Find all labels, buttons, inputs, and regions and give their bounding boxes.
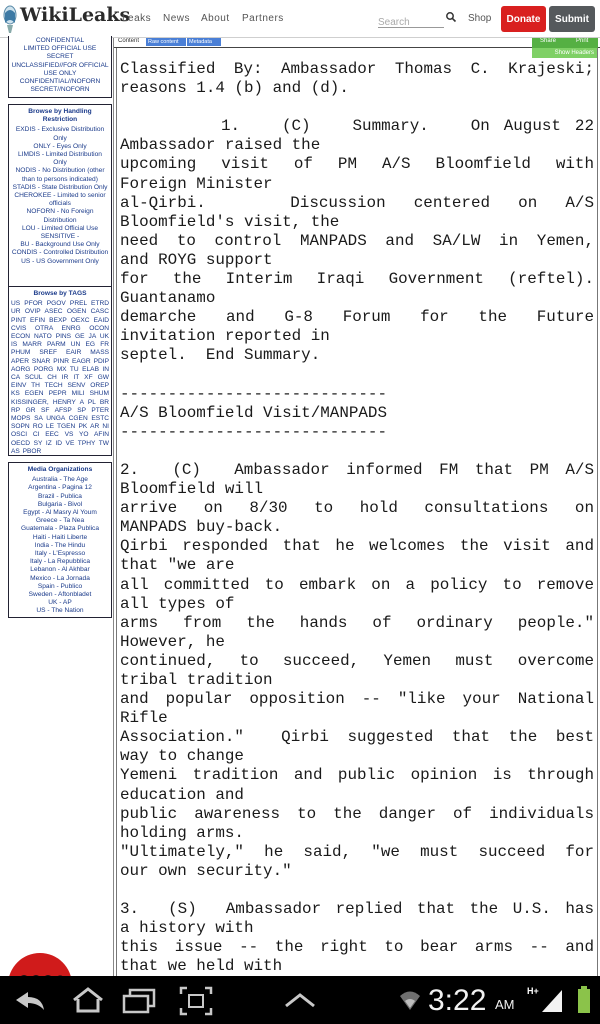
- handling-item[interactable]: STADIS - State Distribution Only: [12, 183, 108, 191]
- cable-line: way to change: [120, 747, 244, 766]
- cable-line: arrive on 8/30 to hold consultations on: [120, 499, 594, 518]
- cable-line: Ambassador raised the: [120, 136, 321, 155]
- handling-item[interactable]: US - US Government Only: [21, 257, 99, 265]
- classification-item[interactable]: CONFIDENTIAL: [35, 37, 85, 44]
- chevron-up-icon[interactable]: [282, 990, 318, 1010]
- media-item[interactable]: Brazil - Publica: [38, 492, 82, 500]
- cable-line: all types of: [120, 594, 235, 613]
- cable-line: 3. (S) Ambassador replied that the U.S. has: [120, 900, 594, 919]
- wikileaks-logo-icon[interactable]: [2, 3, 18, 35]
- site-header: [0, 0, 600, 38]
- cable-line: demarche and G-8 Forum for the Future: [120, 308, 594, 327]
- search-icon[interactable]: [445, 11, 457, 23]
- cable-line: 1. (C) Summary. On August 22: [221, 117, 594, 136]
- search-box: [378, 10, 444, 28]
- cable-line: arms from the hands of ordinary people.": [120, 613, 594, 632]
- cable-line: al-Qirbi. Discussion centered on A/S: [120, 193, 594, 212]
- sidebar: [0, 38, 114, 976]
- classification-item[interactable]: CONFIDENTIAL//NOFORN: [19, 78, 101, 86]
- back-icon[interactable]: [10, 986, 50, 1014]
- cable-line: public awareness to the danger of individuals: [120, 804, 594, 823]
- handling-item[interactable]: BU - Background Use Only: [20, 241, 100, 249]
- cable-line: Qirbi responded that he welcomes the visit and: [120, 537, 594, 556]
- handling-item[interactable]: NODIS - No Distribution (other than to persons indicated): [15, 167, 105, 183]
- cable-line: holding arms.: [120, 823, 244, 842]
- cable-line: [120, 881, 594, 900]
- cable-line: need to control MANPADS and SA/LW in Yemen,: [120, 231, 594, 250]
- media-item[interactable]: Sweden - Aftonbladet: [28, 591, 92, 599]
- cable-line: ----------------------------: [120, 422, 388, 441]
- classification-item[interactable]: UNCLASSIFIED//FOR OFFICIAL USE ONLY: [11, 61, 109, 77]
- cable-line: Guantanamo: [120, 289, 216, 308]
- media-item[interactable]: Lebanon - Al Akhbar: [30, 566, 90, 574]
- cable-line: that "we are: [120, 556, 235, 575]
- screenshot-icon[interactable]: [178, 985, 214, 1017]
- media-item[interactable]: UK - AP: [48, 599, 72, 607]
- nav-news[interactable]: News: [163, 13, 191, 24]
- home-icon[interactable]: [70, 986, 106, 1014]
- cable-line: invitation reported in: [120, 327, 330, 346]
- tab-raw-content[interactable]: Raw content: [146, 38, 186, 46]
- media-item[interactable]: US - The Nation: [36, 607, 84, 615]
- cable-line: all committed to embark on a policy to remove: [120, 575, 594, 594]
- cable-line: 2. (C) Ambassador informed FM that PM A/S: [120, 460, 594, 479]
- cable-line: education and: [120, 785, 244, 804]
- shop-link[interactable]: Shop: [468, 13, 492, 24]
- cable-line: MANPADS buy-back.: [120, 518, 283, 537]
- tags-box: [8, 286, 112, 456]
- cable-line: Association." Qirbi suggested that the best: [120, 728, 594, 747]
- media-item[interactable]: Spain - Publico: [37, 582, 83, 590]
- handling-item[interactable]: CHEROKEE - Limited to senior officials: [14, 192, 106, 208]
- handling-item[interactable]: CONDIS - Controlled Distribution: [11, 249, 109, 257]
- nav-about[interactable]: About: [201, 13, 230, 24]
- cable-line: "Ultimately," he said, "we must succeed for: [120, 842, 594, 861]
- cable-line: However, he: [120, 632, 225, 651]
- media-item[interactable]: India - The Hindu: [34, 541, 86, 549]
- media-item[interactable]: Guatemala - Plaza Publica: [20, 525, 100, 533]
- tags-heading: Browse by TAGS: [33, 290, 87, 297]
- classification-item[interactable]: LIMITED OFFICIAL USE: [23, 45, 97, 53]
- classification-box: [8, 36, 112, 98]
- cable-line: A/S Bloomfield Visit/MANPADS: [120, 403, 388, 422]
- cable-line: upcoming visit of PM A/S Bloomfield with: [120, 155, 594, 174]
- media-item[interactable]: Bulgaria - Bivol: [37, 500, 83, 508]
- tab-metadata[interactable]: Metadata: [187, 38, 221, 46]
- media-item[interactable]: Italy - La Repubblica: [29, 558, 91, 566]
- search-input[interactable]: [378, 14, 444, 31]
- tags-list[interactable]: US PFOR PGOV PREL ETRD UR OVIP ASEC OGEN CASC PINT EFIN BEXP OEXC EAID CVIS OTRA ENRG OCON ECON NATO PINS GE JA UK IS MARR PARM UN EG FR PHUM SREF EAIR MASS APER SNAR PINR EAGR PDIP AORG PORG MX TU ELAB IN CA SCUL CH IR IT XF GW EINV TH TECH SENV OREP KS EGEN PEPR MILI SHUM KISSINGER, HENRY A PL BR RP GR SF AFSP SP PTER MOPS SA UNGA CGEN ESTC SOPN RO LE TGEN PK AR NI OSCI CI EEC VS YO AFIN OECD SY IZ ID VE TPHY TW AS PBOR: [11, 300, 109, 455]
- handling-item[interactable]: LIMDIS - Limited Distribution Only: [18, 151, 102, 167]
- submit-button[interactable]: Submit: [549, 6, 595, 32]
- cable-line: a history with: [120, 919, 254, 938]
- cable-line: Foreign Minister: [120, 174, 273, 193]
- share-button[interactable]: Share: [540, 38, 557, 44]
- handling-item[interactable]: EXDIS - Exclusive Distribution Only: [15, 126, 105, 142]
- media-item[interactable]: Haiti - Haiti Liberte: [32, 533, 88, 541]
- print-button[interactable]: Print: [576, 38, 589, 44]
- cable-line: for the Interim Iraqi Government (reftel).: [120, 270, 594, 289]
- cable-text: [120, 60, 594, 976]
- signal-icon: [540, 988, 564, 1014]
- handling-item[interactable]: SENSITIVE -: [40, 233, 80, 241]
- media-item[interactable]: Argentina - Pagina 12: [28, 484, 92, 492]
- status-ampm: AM: [495, 997, 515, 1012]
- classification-item[interactable]: SECRET//NOFORN: [30, 86, 90, 94]
- cable-content: [114, 38, 600, 976]
- cable-line: and popular opposition -- "like your National: [120, 690, 594, 709]
- cable-line: [120, 442, 594, 461]
- media-item[interactable]: Greece - Ta Nea: [35, 517, 85, 525]
- classification-item[interactable]: SECRET: [46, 53, 74, 61]
- status-clock: 3:22: [428, 984, 487, 1017]
- cable-line: and ROYG support: [120, 250, 273, 269]
- cable-line: Rifle: [120, 709, 168, 728]
- media-box: [8, 462, 112, 618]
- nav-partners[interactable]: Partners: [242, 13, 284, 24]
- handling-item[interactable]: LOU - Limited Official Use: [21, 224, 99, 232]
- cable-line: continued, to succeed, Yemen must overcome: [120, 651, 594, 670]
- handling-heading: Browse by Handling Restriction: [28, 108, 92, 124]
- cable-line: Classified By: Ambassador Thomas C. Krajeski;: [120, 60, 594, 78]
- handling-item[interactable]: ONLY - Eyes Only: [33, 142, 87, 150]
- media-item[interactable]: Egypt - Al Masry Al Youm: [23, 509, 97, 517]
- cable-line: [120, 366, 594, 385]
- wifi-icon: [398, 988, 422, 1012]
- media-heading: Media Organizations: [27, 466, 93, 473]
- battery-icon: [576, 985, 592, 1015]
- cable-line: this issue -- the right to bear arms -- and: [120, 938, 594, 957]
- cable-line: Yemeni tradition and public opinion is through: [120, 766, 594, 785]
- cable-line: reasons 1.4 (b) and (d).: [120, 79, 349, 98]
- handling-item[interactable]: NOFORN - No Foreign Distribution: [26, 208, 94, 224]
- media-item[interactable]: Australia - The Age: [32, 476, 88, 484]
- media-item[interactable]: Italy - L'Espresso: [34, 550, 86, 558]
- cable-line: tribal tradition: [120, 671, 273, 689]
- cable-line: septel. End Summary.: [120, 346, 321, 365]
- recent-apps-icon[interactable]: [120, 986, 160, 1014]
- cable-line: our own security.": [120, 861, 292, 880]
- tab-content-label: Content: [118, 38, 140, 44]
- content-tabs: [114, 38, 600, 48]
- brand-title[interactable]: WikiLeaks: [20, 4, 131, 26]
- cable-line: that we held with: [120, 957, 283, 976]
- cable-line: Bloomfield's visit, the: [120, 212, 340, 231]
- cable-line: Bloomfield will: [120, 480, 264, 499]
- nav-leaks[interactable]: Leaks: [122, 13, 152, 24]
- media-item[interactable]: Mexico - La Jornada: [30, 574, 90, 582]
- network-type: H+: [527, 986, 539, 996]
- cable-line: [120, 98, 594, 117]
- cable-line: ----------------------------: [120, 384, 388, 403]
- show-headers-button[interactable]: Show Headers: [532, 48, 598, 58]
- donate-button[interactable]: Donate: [501, 6, 546, 32]
